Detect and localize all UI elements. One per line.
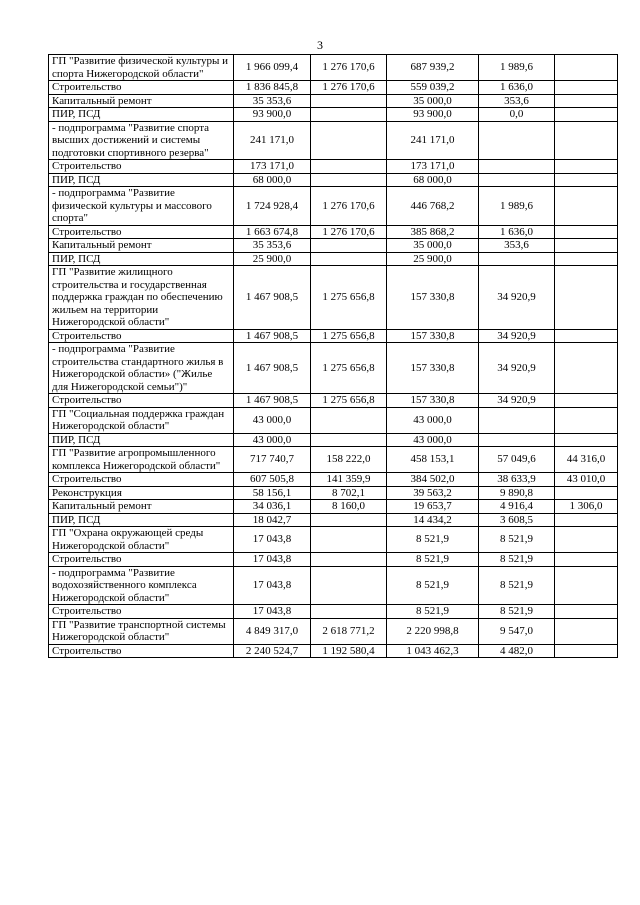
- federal-cell: [311, 527, 387, 553]
- federal-cell: 1 275 656,8: [311, 329, 387, 343]
- total-cell: 1 467 908,5: [234, 329, 311, 343]
- federal-cell: [311, 94, 387, 108]
- total-cell: 2 240 524,7: [234, 644, 311, 658]
- regional-cell: 687 939,2: [387, 55, 479, 81]
- row-name-cell: ГП "Развитие агропромышленного комплекса Нижегородской области": [49, 447, 234, 473]
- table-row: [49, 473, 618, 487]
- regional-cell: 93 900,0: [387, 108, 479, 122]
- table-row: [49, 486, 618, 500]
- other-cell: [555, 239, 618, 253]
- local-cell: [479, 252, 555, 266]
- regional-cell: 8 521,9: [387, 566, 479, 605]
- local-cell: 353,6: [479, 94, 555, 108]
- local-cell: 4 916,4: [479, 500, 555, 514]
- total-cell: 1 836 845,8: [234, 81, 311, 95]
- local-cell: 34 920,9: [479, 394, 555, 408]
- federal-cell: 141 359,9: [311, 473, 387, 487]
- total-cell: 18 042,7: [234, 513, 311, 527]
- other-cell: [555, 644, 618, 658]
- total-cell: 17 043,8: [234, 605, 311, 619]
- federal-cell: [311, 252, 387, 266]
- table-row: [49, 605, 618, 619]
- other-cell: 43 010,0: [555, 473, 618, 487]
- total-cell: 34 036,1: [234, 500, 311, 514]
- local-cell: [479, 121, 555, 160]
- other-cell: [555, 173, 618, 187]
- other-cell: [555, 81, 618, 95]
- table-row: [49, 394, 618, 408]
- regional-cell: 559 039,2: [387, 81, 479, 95]
- row-name-cell: ПИР, ПСД: [49, 173, 234, 187]
- table-row: [49, 566, 618, 605]
- other-cell: [555, 94, 618, 108]
- local-cell: [479, 173, 555, 187]
- regional-cell: 8 521,9: [387, 553, 479, 567]
- row-name-cell: ПИР, ПСД: [49, 108, 234, 122]
- other-cell: 1 306,0: [555, 500, 618, 514]
- table-row: [49, 266, 618, 330]
- local-cell: 38 633,9: [479, 473, 555, 487]
- table-body: [49, 55, 618, 658]
- row-name-cell: ПИР, ПСД: [49, 433, 234, 447]
- table-row: [49, 433, 618, 447]
- total-cell: 607 505,8: [234, 473, 311, 487]
- table-row: [49, 225, 618, 239]
- row-name-cell: Строительство: [49, 225, 234, 239]
- row-name-cell: Строительство: [49, 394, 234, 408]
- row-name-cell: Строительство: [49, 605, 234, 619]
- total-cell: 58 156,1: [234, 486, 311, 500]
- row-name-cell: ГП "Социальная поддержка граждан Нижегородской области": [49, 407, 234, 433]
- table-row: [49, 407, 618, 433]
- other-cell: [555, 618, 618, 644]
- total-cell: 25 900,0: [234, 252, 311, 266]
- row-name-cell: - подпрограмма "Развитие спорта высших достижений и системы подготовки спортивного резерва": [49, 121, 234, 160]
- local-cell: 353,6: [479, 239, 555, 253]
- other-cell: [555, 252, 618, 266]
- local-cell: 4 482,0: [479, 644, 555, 658]
- regional-cell: 2 220 998,8: [387, 618, 479, 644]
- local-cell: 3 608,5: [479, 513, 555, 527]
- local-cell: 0,0: [479, 108, 555, 122]
- total-cell: 17 043,8: [234, 553, 311, 567]
- regional-cell: 68 000,0: [387, 173, 479, 187]
- regional-cell: 39 563,2: [387, 486, 479, 500]
- total-cell: 1 966 099,4: [234, 55, 311, 81]
- regional-cell: 8 521,9: [387, 605, 479, 619]
- other-cell: [555, 55, 618, 81]
- row-name-cell: Реконструкция: [49, 486, 234, 500]
- local-cell: 8 521,9: [479, 553, 555, 567]
- local-cell: [479, 407, 555, 433]
- other-cell: 44 316,0: [555, 447, 618, 473]
- federal-cell: [311, 513, 387, 527]
- local-cell: 1 636,0: [479, 225, 555, 239]
- table-row: [49, 618, 618, 644]
- local-cell: 34 920,9: [479, 266, 555, 330]
- federal-cell: [311, 433, 387, 447]
- total-cell: 43 000,0: [234, 433, 311, 447]
- page-number: 3: [317, 38, 323, 52]
- total-cell: 4 849 317,0: [234, 618, 311, 644]
- budget-table: [48, 54, 618, 658]
- row-name-cell: Строительство: [49, 160, 234, 174]
- other-cell: [555, 187, 618, 226]
- federal-cell: [311, 407, 387, 433]
- total-cell: 43 000,0: [234, 407, 311, 433]
- table-row: [49, 329, 618, 343]
- federal-cell: 8 702,1: [311, 486, 387, 500]
- table-row: [49, 239, 618, 253]
- table-row: [49, 94, 618, 108]
- row-name-cell: ПИР, ПСД: [49, 252, 234, 266]
- table-row: [49, 513, 618, 527]
- table-row: [49, 644, 618, 658]
- other-cell: [555, 266, 618, 330]
- local-cell: 1 989,6: [479, 187, 555, 226]
- row-name-cell: ПИР, ПСД: [49, 513, 234, 527]
- row-name-cell: - подпрограмма "Развитие физической культуры и массового спорта": [49, 187, 234, 226]
- other-cell: [555, 160, 618, 174]
- total-cell: 35 353,6: [234, 94, 311, 108]
- table-row: [49, 160, 618, 174]
- regional-cell: 14 434,2: [387, 513, 479, 527]
- local-cell: 1 636,0: [479, 81, 555, 95]
- row-name-cell: - подпрограмма "Развитие строительства стандартного жилья в Нижегородской области» ("Жилье для Нижегородской семьи")": [49, 343, 234, 394]
- federal-cell: 1 276 170,6: [311, 187, 387, 226]
- other-cell: [555, 513, 618, 527]
- row-name-cell: Строительство: [49, 81, 234, 95]
- federal-cell: [311, 108, 387, 122]
- local-cell: 9 890,8: [479, 486, 555, 500]
- other-cell: [555, 343, 618, 394]
- total-cell: 68 000,0: [234, 173, 311, 187]
- total-cell: 1 467 908,5: [234, 266, 311, 330]
- other-cell: [555, 225, 618, 239]
- federal-cell: [311, 566, 387, 605]
- federal-cell: 8 160,0: [311, 500, 387, 514]
- total-cell: 1 467 908,5: [234, 343, 311, 394]
- table-row: [49, 173, 618, 187]
- table-row: [49, 55, 618, 81]
- regional-cell: 157 330,8: [387, 343, 479, 394]
- total-cell: 717 740,7: [234, 447, 311, 473]
- table-row: [49, 187, 618, 226]
- other-cell: [555, 605, 618, 619]
- row-name-cell: ГП "Развитие жилищного строительства и государственная поддержка граждан по обеспечению жильем на территории Нижегородской области": [49, 266, 234, 330]
- regional-cell: 385 868,2: [387, 225, 479, 239]
- total-cell: 17 043,8: [234, 527, 311, 553]
- table-row: [49, 252, 618, 266]
- other-cell: [555, 553, 618, 567]
- regional-cell: 25 900,0: [387, 252, 479, 266]
- local-cell: 9 547,0: [479, 618, 555, 644]
- local-cell: 34 920,9: [479, 343, 555, 394]
- regional-cell: 157 330,8: [387, 266, 479, 330]
- row-name-cell: ГП "Охрана окружающей среды Нижегородской области": [49, 527, 234, 553]
- other-cell: [555, 566, 618, 605]
- regional-cell: 1 043 462,3: [387, 644, 479, 658]
- federal-cell: 158 222,0: [311, 447, 387, 473]
- row-name-cell: Капитальный ремонт: [49, 239, 234, 253]
- regional-cell: 157 330,8: [387, 394, 479, 408]
- regional-cell: 43 000,0: [387, 407, 479, 433]
- table-row: [49, 553, 618, 567]
- table-row: [49, 81, 618, 95]
- federal-cell: [311, 121, 387, 160]
- row-name-cell: Строительство: [49, 644, 234, 658]
- regional-cell: 19 653,7: [387, 500, 479, 514]
- other-cell: [555, 527, 618, 553]
- federal-cell: 1 276 170,6: [311, 81, 387, 95]
- total-cell: 173 171,0: [234, 160, 311, 174]
- regional-cell: 384 502,0: [387, 473, 479, 487]
- federal-cell: [311, 553, 387, 567]
- federal-cell: 1 192 580,4: [311, 644, 387, 658]
- total-cell: 1 663 674,8: [234, 225, 311, 239]
- total-cell: 35 353,6: [234, 239, 311, 253]
- federal-cell: 1 275 656,8: [311, 394, 387, 408]
- row-name-cell: ГП "Развитие транспортной системы Нижегородской области": [49, 618, 234, 644]
- local-cell: 1 989,6: [479, 55, 555, 81]
- regional-cell: 157 330,8: [387, 329, 479, 343]
- table-row: [49, 447, 618, 473]
- row-name-cell: Строительство: [49, 553, 234, 567]
- federal-cell: [311, 173, 387, 187]
- row-name-cell: Капитальный ремонт: [49, 94, 234, 108]
- federal-cell: 1 275 656,8: [311, 343, 387, 394]
- federal-cell: [311, 239, 387, 253]
- other-cell: [555, 394, 618, 408]
- regional-cell: 8 521,9: [387, 527, 479, 553]
- regional-cell: 35 000,0: [387, 94, 479, 108]
- table-row: [49, 343, 618, 394]
- regional-cell: 173 171,0: [387, 160, 479, 174]
- federal-cell: [311, 160, 387, 174]
- regional-cell: 446 768,2: [387, 187, 479, 226]
- other-cell: [555, 407, 618, 433]
- other-cell: [555, 486, 618, 500]
- local-cell: 34 920,9: [479, 329, 555, 343]
- regional-cell: 43 000,0: [387, 433, 479, 447]
- total-cell: 93 900,0: [234, 108, 311, 122]
- other-cell: [555, 108, 618, 122]
- federal-cell: [311, 605, 387, 619]
- table-row: [49, 108, 618, 122]
- total-cell: 1 467 908,5: [234, 394, 311, 408]
- local-cell: 8 521,9: [479, 527, 555, 553]
- other-cell: [555, 433, 618, 447]
- federal-cell: 1 276 170,6: [311, 55, 387, 81]
- local-cell: [479, 433, 555, 447]
- total-cell: 17 043,8: [234, 566, 311, 605]
- table-row: [49, 527, 618, 553]
- local-cell: 8 521,9: [479, 566, 555, 605]
- regional-cell: 458 153,1: [387, 447, 479, 473]
- other-cell: [555, 121, 618, 160]
- row-name-cell: - подпрограмма "Развитие водохозяйственного комплекса Нижегородской области": [49, 566, 234, 605]
- federal-cell: 1 275 656,8: [311, 266, 387, 330]
- local-cell: 57 049,6: [479, 447, 555, 473]
- regional-cell: 35 000,0: [387, 239, 479, 253]
- local-cell: 8 521,9: [479, 605, 555, 619]
- table-row: [49, 500, 618, 514]
- federal-cell: 2 618 771,2: [311, 618, 387, 644]
- row-name-cell: Капитальный ремонт: [49, 500, 234, 514]
- local-cell: [479, 160, 555, 174]
- total-cell: 1 724 928,4: [234, 187, 311, 226]
- federal-cell: 1 276 170,6: [311, 225, 387, 239]
- other-cell: [555, 329, 618, 343]
- regional-cell: 241 171,0: [387, 121, 479, 160]
- row-name-cell: Строительство: [49, 329, 234, 343]
- row-name-cell: ГП "Развитие физической культуры и спорта Нижегородской области": [49, 55, 234, 81]
- total-cell: 241 171,0: [234, 121, 311, 160]
- table-row: [49, 121, 618, 160]
- row-name-cell: Строительство: [49, 473, 234, 487]
